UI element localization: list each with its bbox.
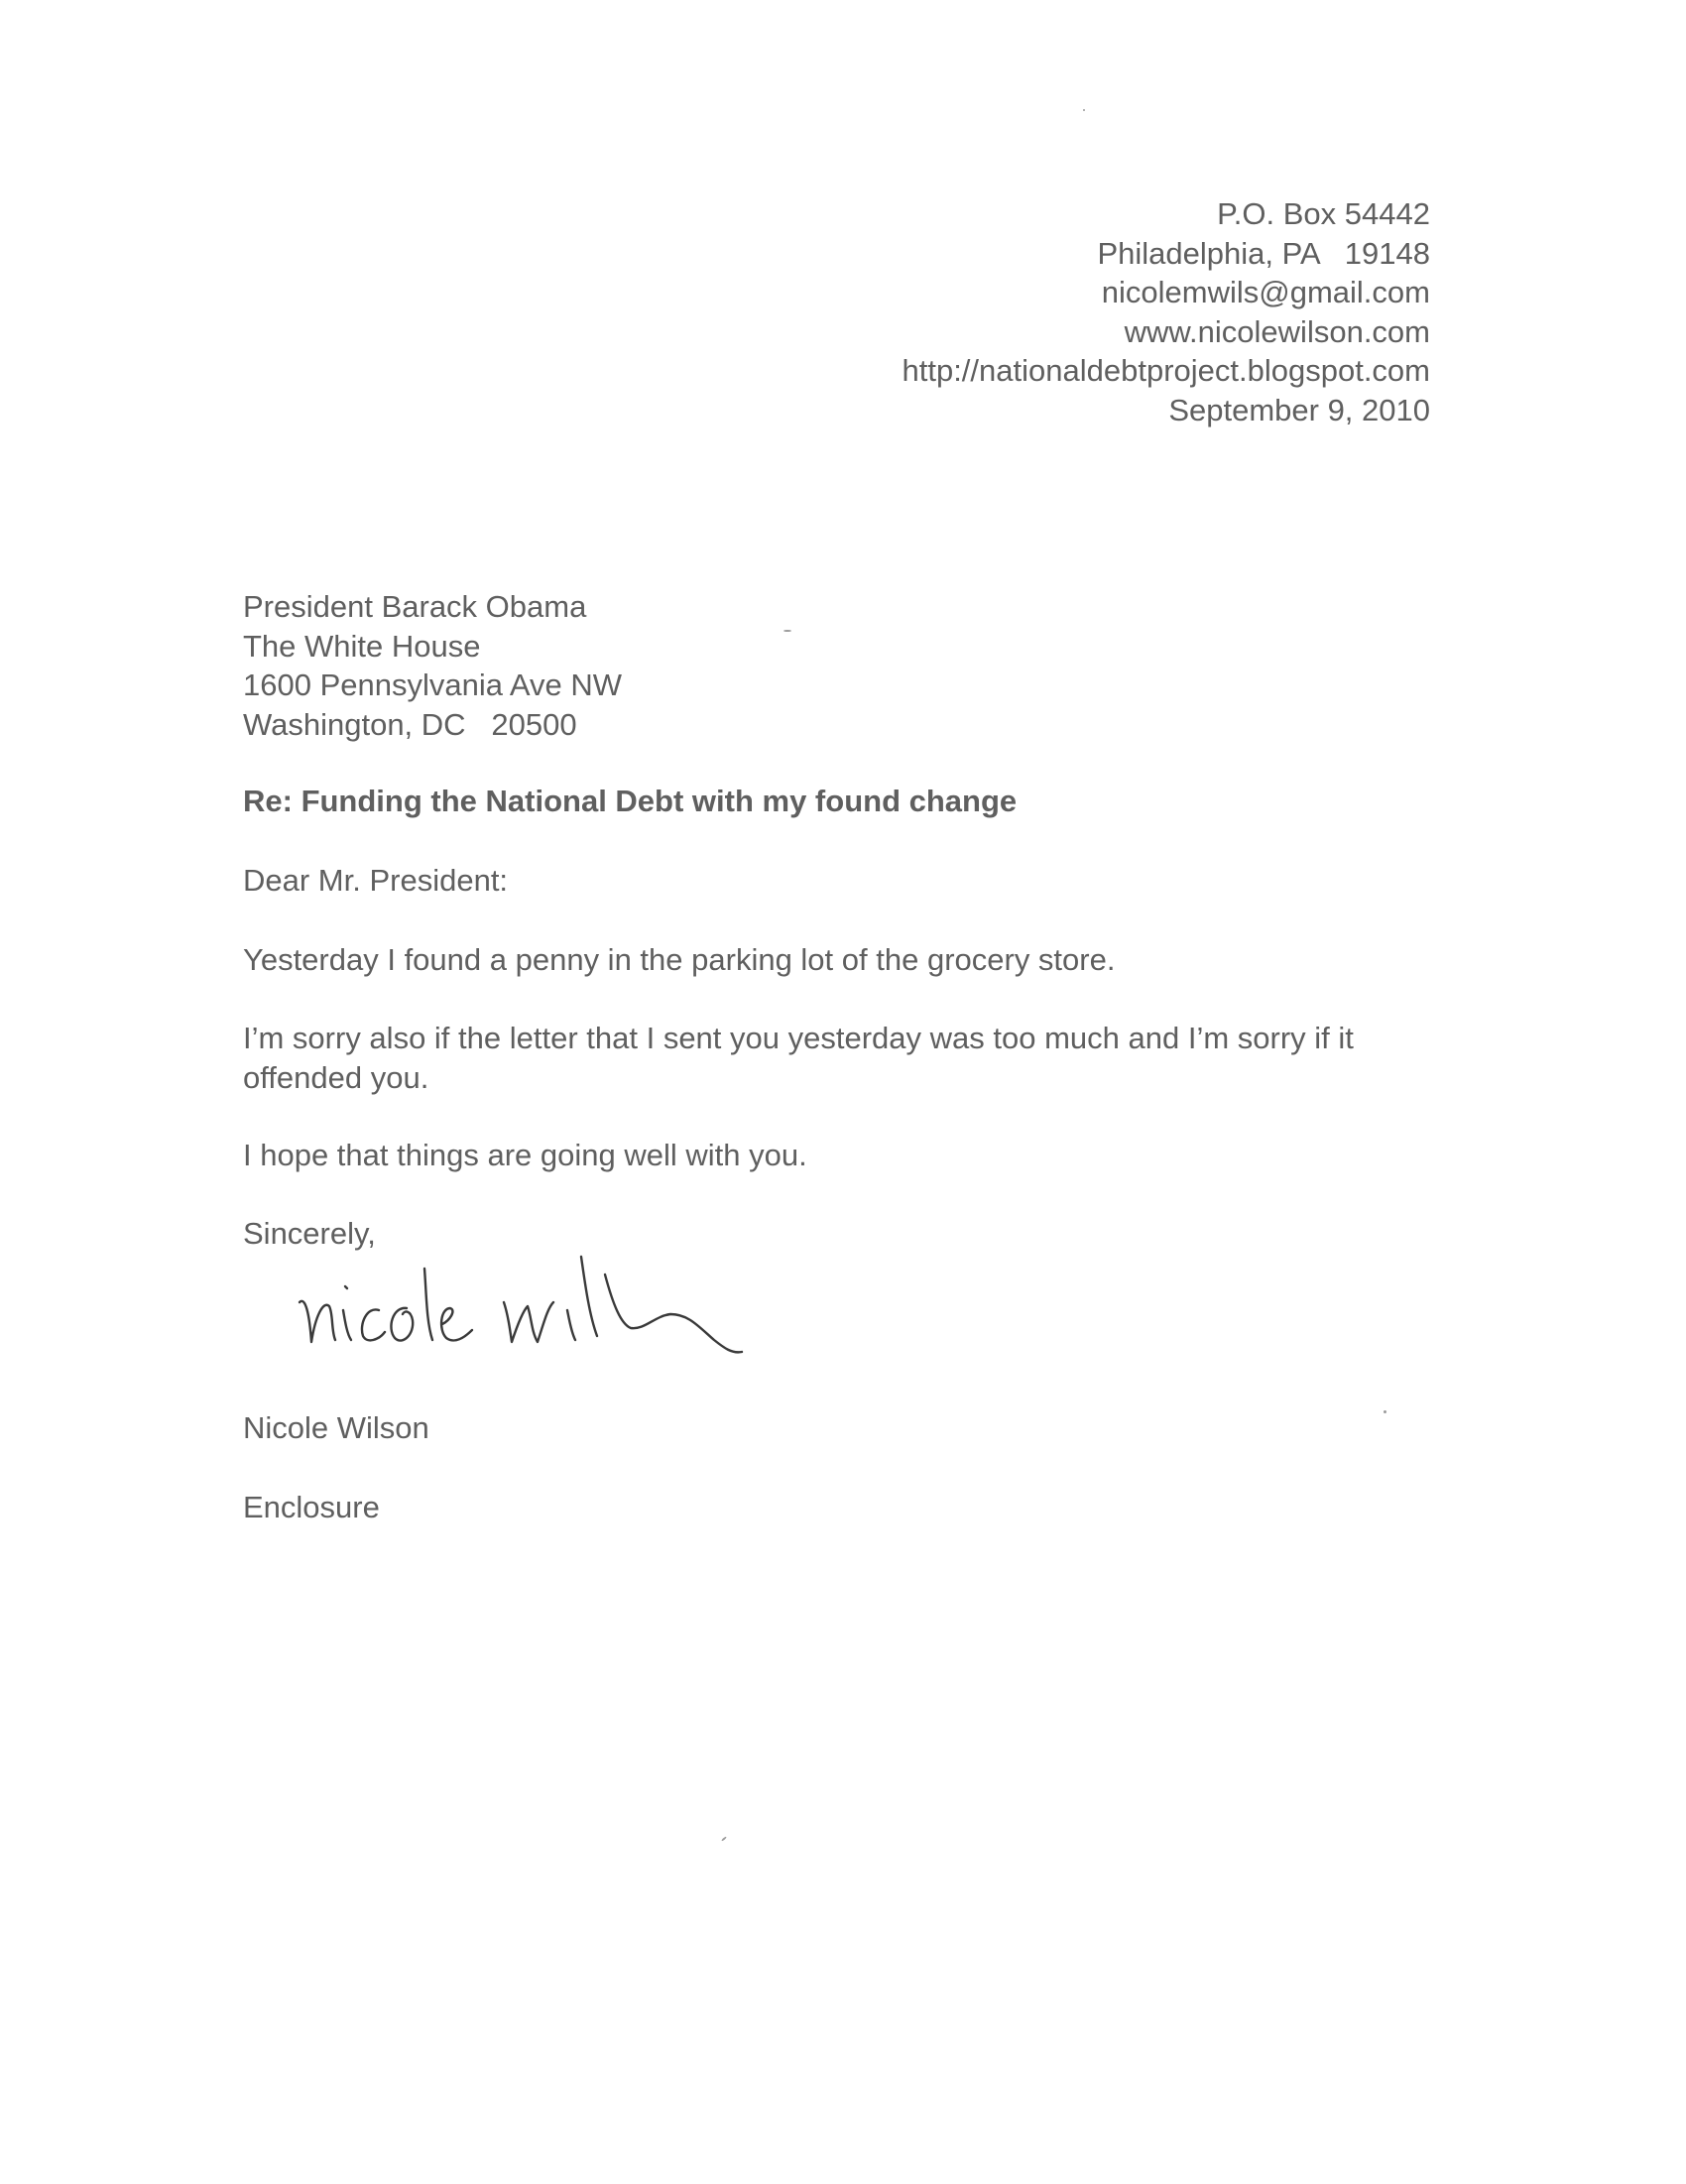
letter-date: September 9, 2010 [1168,392,1430,427]
recipient-city-line: Washington, DC 20500 [243,706,577,742]
subject-line: Re: Funding the National Debt with my found change [243,784,1018,818]
body-paragraph-2: I’m sorry also if the letter that I sent you yesterday was too much and I’m sorry if it offended you. [243,1021,1354,1095]
recipient-address-block [243,587,622,744]
enclosure-note: Enclosure [243,1490,380,1524]
scan-speck [783,630,791,632]
sender-po-box: P.O. Box 54442 [1217,196,1430,231]
scan-speck [1083,109,1085,111]
scan-speck [1384,1410,1386,1413]
recipient-org: The White House [243,628,481,664]
scan-speck [721,1836,727,1841]
recipient-street: 1600 Pennsylvania Ave NW [243,667,622,702]
body-paragraph-3: I hope that things are going well with you. [243,1138,807,1172]
sender-city-line: Philadelphia, PA 19148 [1097,235,1430,271]
sender-website: www.nicolewilson.com [1124,313,1430,349]
signer-name: Nicole Wilson [243,1410,429,1445]
salutation: Dear Mr. President: [243,863,509,898]
closing: Sincerely, [243,1216,376,1251]
recipient-name: President Barack Obama [243,589,587,624]
body-paragraph-1: Yesterday I found a penny in the parking lot of the grocery store. [243,942,1116,977]
sender-blog-url: http://nationaldebtproject.blogspot.com [902,353,1430,388]
handwritten-signature [288,1245,843,1384]
sender-address-block [902,194,1430,429]
sender-email: nicolemwils@gmail.com [1101,275,1430,309]
